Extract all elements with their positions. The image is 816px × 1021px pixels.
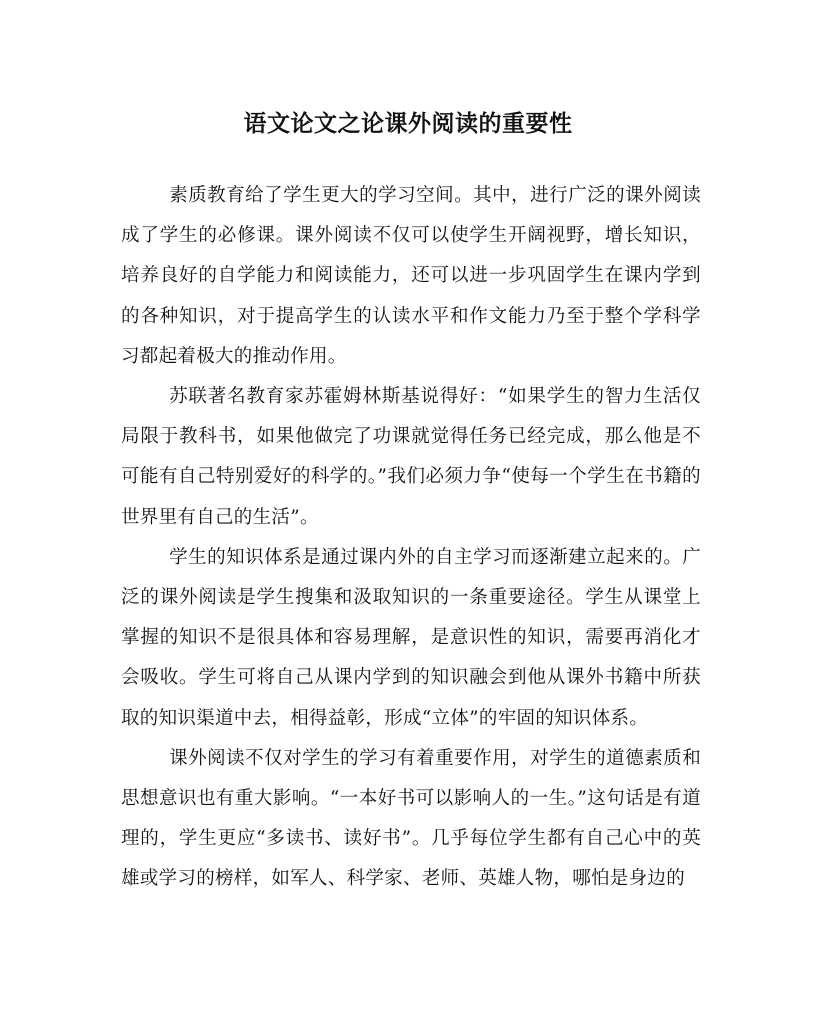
paragraph: 苏联著名教育家苏霍姆林斯基说得好：“如果学生的智力生活仅局限于教科书，如果他做完了功课就觉得任务已经完成，那么他是不可能有自己特别爱好的科学的。”我们必须力争“使每一个学生在书籍的世界里有自己的生活”。	[121, 386, 701, 528]
paragraph: 素质教育给了学生更大的学习空间。其中，进行广泛的课外阅读成了学生的必修课。课外阅读不仅可以使学生开阔视野，增长知识，培养良好的自学能力和阅读能力，还可以进一步巩固学生在课内学到的各种知识，对于提高学生的认读水平和作文能力乃至于整个学科学习都起着极大的推动作用。	[121, 185, 701, 367]
document-title: 语文论文之论课外阅读的重要性	[243, 110, 573, 137]
paragraph: 学生的知识体系是通过课内外的自主学习而逐渐建立起来的。广泛的课外阅读是学生搜集和汲取知识的一条重要途径。学生从课堂上掌握的知识不是很具体和容易理解，是意识性的知识，需要再消化才会吸收。学生可将自己从课内学到的知识融会到他从课外书籍中所获取的知识渠道中去，相得益彰，形成“立体”的牢固的知识体系。	[121, 546, 701, 729]
document-body	[121, 176, 701, 900]
paragraph: 课外阅读不仅对学生的学习有着重要作用，对学生的道德素质和思想意识也有重大影响。“一本好书可以影响人的一生。”这句话是有道理的，学生更应“多读书、读好书”。几乎每位学生都有自己心中的英雄或学习的榜样，如军人、科学家、老师、英雄人物，哪怕是身边的	[121, 747, 701, 890]
